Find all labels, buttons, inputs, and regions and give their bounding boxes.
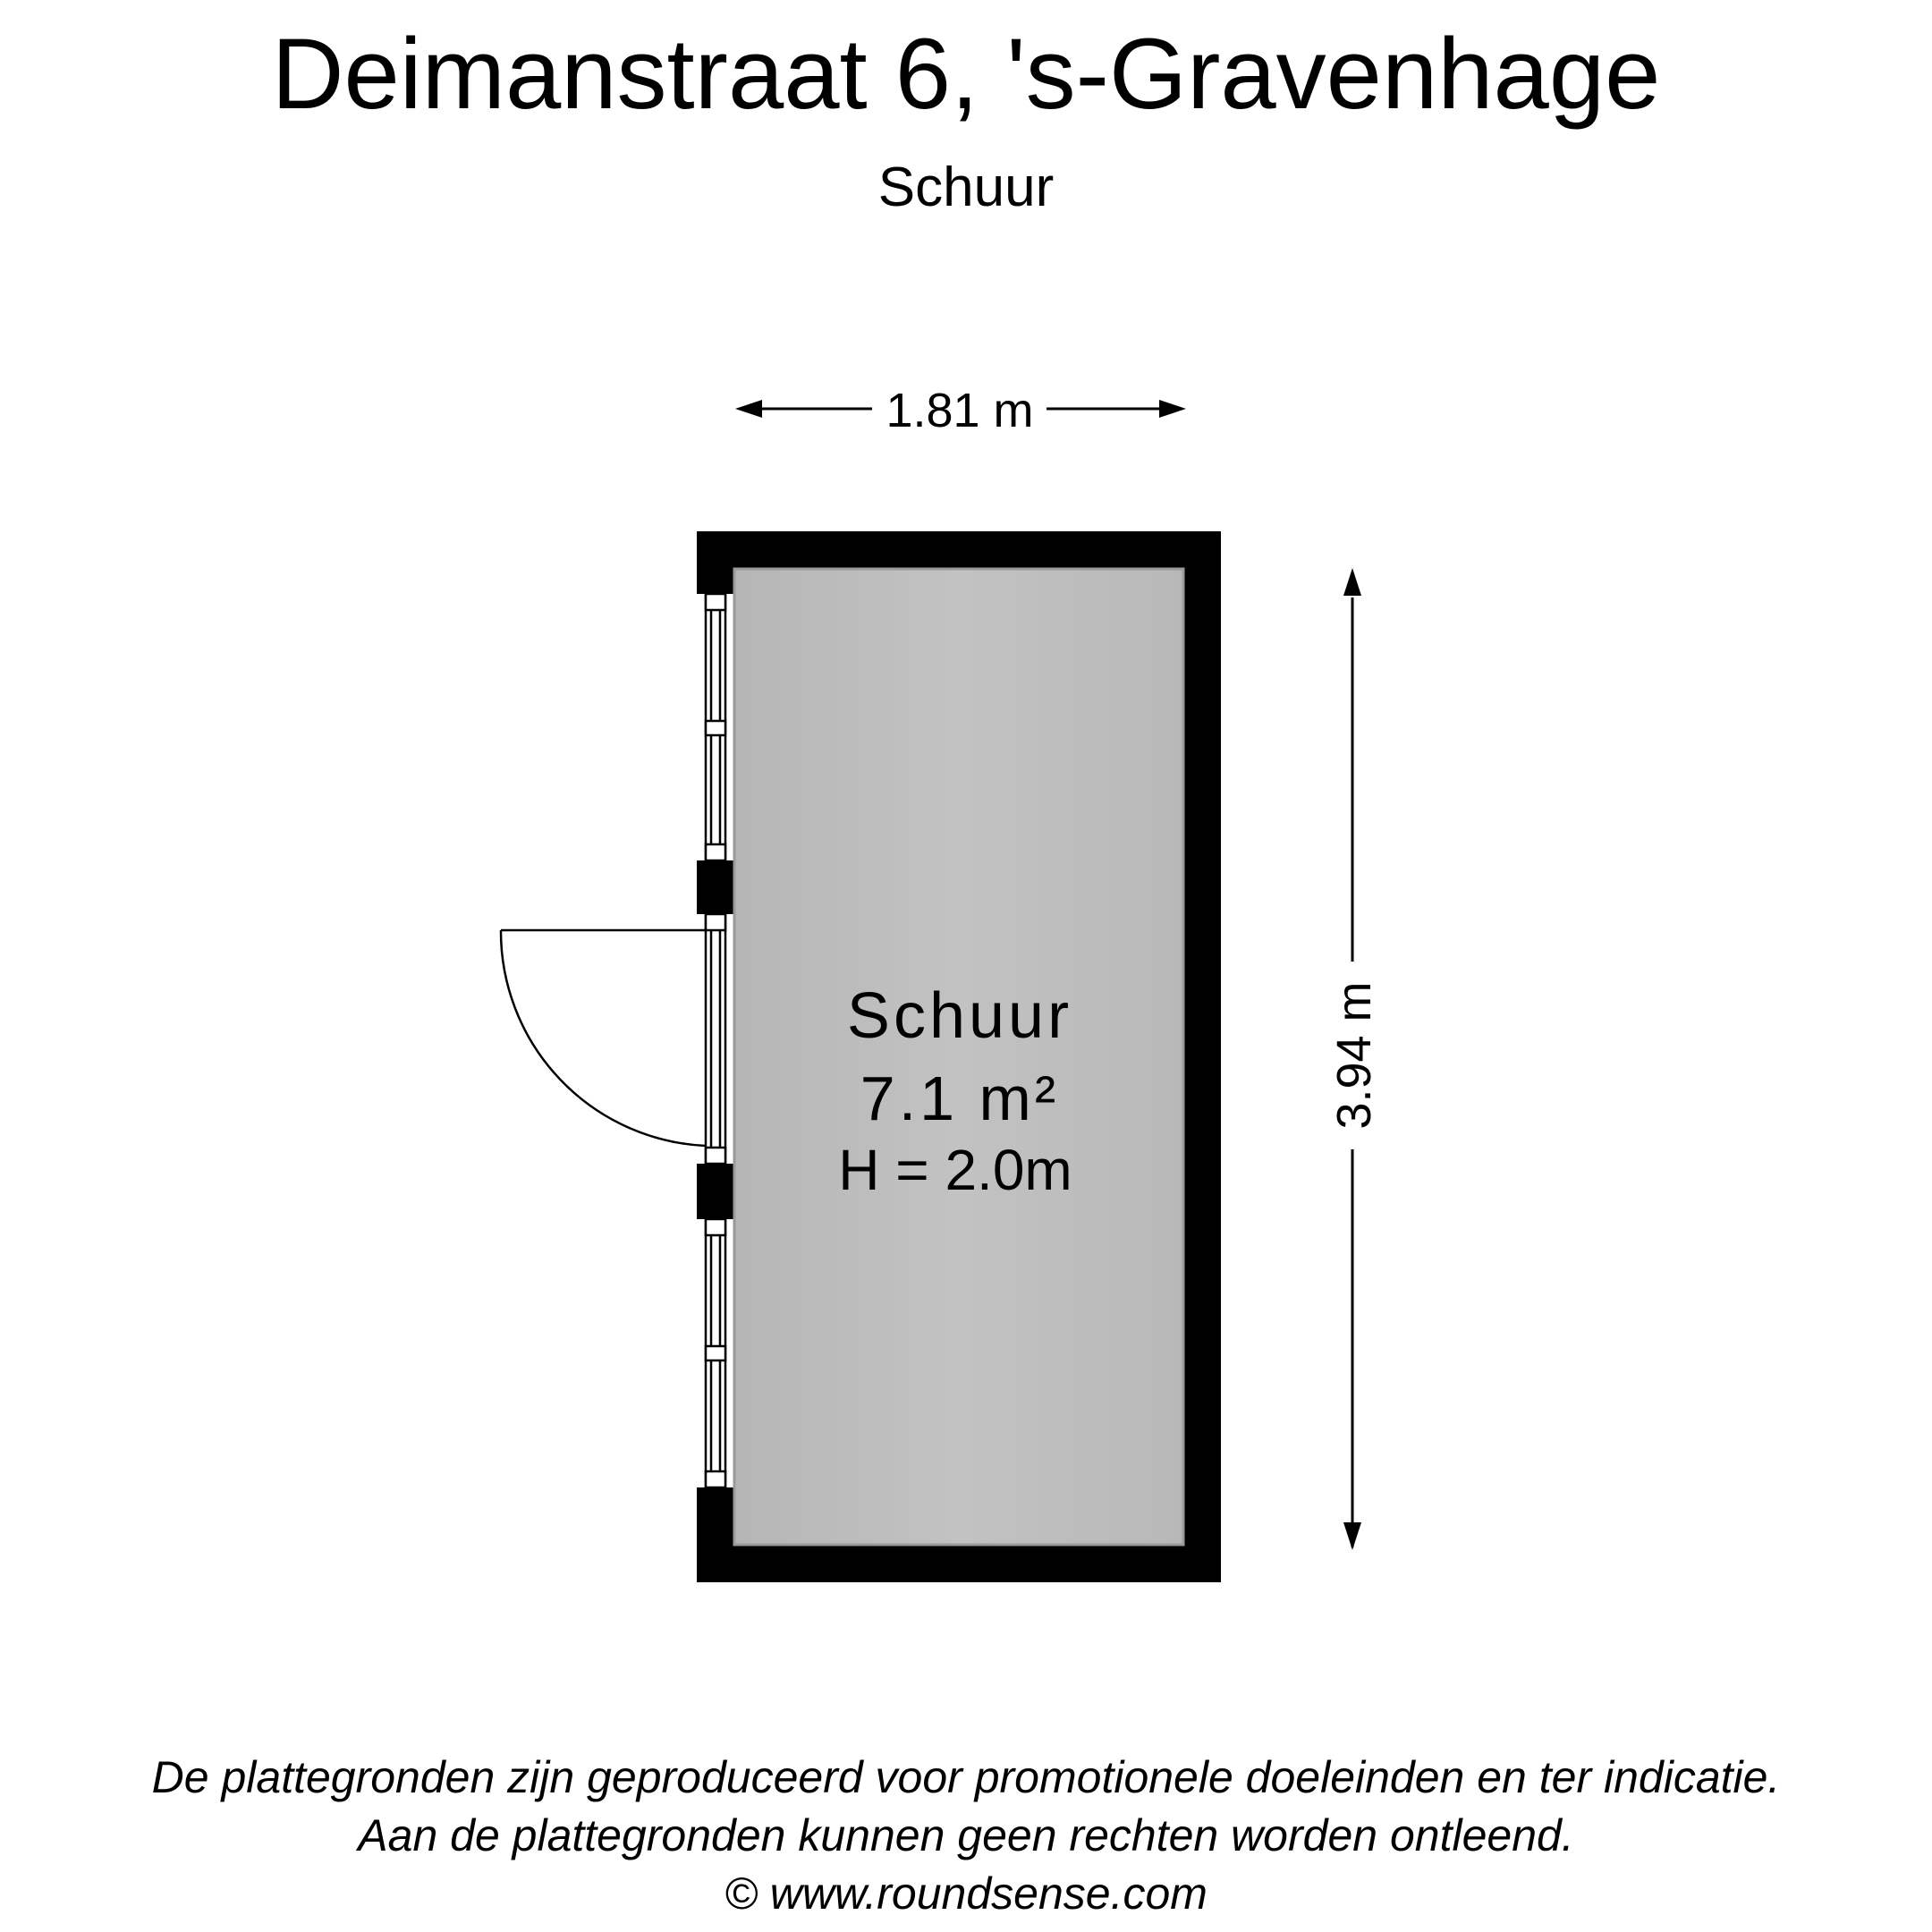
door-swing-arc [501,930,706,1146]
width-dimension [735,384,1186,437]
wall-left-pier-lower [697,1164,734,1219]
wall-left-top [697,531,734,594]
wall-bottom [697,1545,1221,1582]
copyright: © www.roundsense.com [724,1868,1208,1919]
page-title: Deimanstraat 6, 's-Gravenhage [271,18,1661,130]
disclaimer-line-2: Aan de plattegronden kunnen geen rechten worden ontleend. [358,1810,1574,1860]
room-height: H = 2.0m [838,1138,1072,1202]
arrow-right-icon [1159,400,1186,418]
arrow-down-icon [1343,1522,1361,1550]
room-area: 7.1 m² [860,1063,1060,1133]
disclaimer [0,1749,1932,1923]
arrow-left-icon [735,400,762,418]
arrow-up-icon [1343,568,1361,596]
disclaimer-line-1: De plattegronden zijn geproduceerd voor promotionele doeleinden en ter indicatie. [151,1752,1781,1802]
window-upper [706,594,725,860]
wall-left-bottom [697,1487,734,1582]
wall-top [697,531,1221,569]
room-name: Schuur [846,980,1073,1052]
wall-right [1183,531,1221,1582]
wall-left-pier-upper [697,860,734,914]
width-label: 1.81 m [886,384,1034,437]
floor-name: Schuur [877,157,1055,218]
length-label: 3.94 m [1327,981,1381,1130]
window-lower [706,1219,725,1487]
length-dimension [1327,568,1381,1550]
door [501,914,725,1164]
room-floor [734,569,1183,1545]
room-label [838,980,1072,1202]
